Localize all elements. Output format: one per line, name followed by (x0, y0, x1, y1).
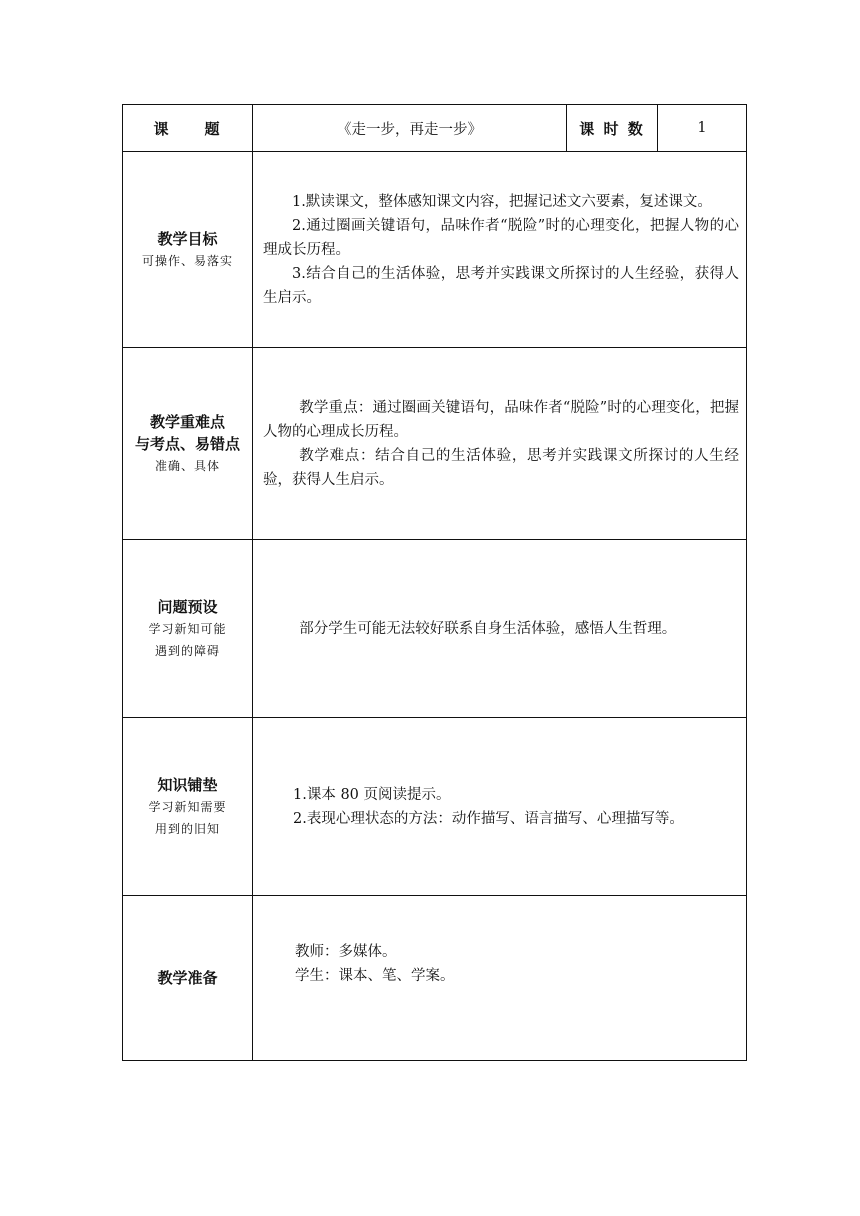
preparation-row (123, 896, 747, 1061)
knowledge-item: 1.课本 80 页阅读提示。 (293, 786, 451, 803)
knowledge-item: 2.表现心理状态的方法：动作描写、语言描写、心理描写等。 (293, 810, 684, 827)
lesson-plan-table (122, 104, 747, 1061)
problems-sub-line1: 学习新知可能 (148, 621, 227, 636)
preparation-item: 教师：多媒体。 (295, 944, 397, 960)
knowledge-sub-line2: 用到的旧知 (154, 821, 220, 836)
objectives-sub: 可操作、易落实 (141, 253, 233, 268)
objectives-label-cell (123, 152, 253, 348)
key-points-label-line2: 与考点、易错点 (134, 434, 240, 453)
objective-item: 2.通过圈画关键语句，品味作者“脱险”时的心理变化，把握人物的心理成长历程。 (263, 217, 739, 258)
knowledge-label-cell (123, 718, 253, 896)
key-points-label-cell (123, 348, 253, 540)
preparation-content (253, 896, 747, 1061)
topic-label: 课 题 (123, 105, 253, 152)
key-points-row (123, 348, 747, 540)
key-point-item: 教学重点：通过圈画关键语句，品味作者“脱险”时的心理变化，把握人物的心理成长历程。 (263, 399, 739, 440)
problems-label-cell (123, 540, 253, 718)
objective-item: 1.默读课文，整体感知课文内容，把握记述文六要素，复述课文。 (292, 193, 712, 210)
problems-sub-line2: 遇到的障碍 (154, 643, 220, 658)
key-points-label-line1: 教学重难点 (149, 412, 225, 431)
knowledge-sub-line1: 学习新知需要 (148, 799, 227, 814)
objectives-label: 教学目标 (157, 229, 218, 248)
objective-item: 3.结合自己的生活体验，思考并实践课文所探讨的人生经验，获得人生启示。 (263, 265, 739, 306)
problems-text: 部分学生可能无法较好联系自身生活体验，感悟人生哲理。 (299, 620, 677, 637)
key-point-item: 教学难点：结合自己的生活体验，思考并实践课文所探讨的人生经验，获得人生启示。 (263, 447, 739, 488)
problems-label: 问题预设 (157, 597, 218, 616)
preparation-label-cell (123, 896, 253, 1061)
objectives-content (253, 152, 747, 348)
preparation-item: 学生：课本、笔、学案。 (295, 968, 455, 984)
knowledge-label: 知识铺垫 (157, 775, 218, 794)
knowledge-content (253, 718, 747, 896)
problems-content (253, 540, 747, 718)
knowledge-row (123, 718, 747, 896)
objectives-row (123, 152, 747, 348)
preparation-label: 教学准备 (157, 969, 218, 987)
periods-label: 课 时 数 (567, 105, 658, 152)
topic-value: 《走一步，再走一步》 (253, 105, 567, 152)
key-points-content (253, 348, 747, 540)
key-points-sub: 准确、具体 (154, 458, 220, 473)
problems-row (123, 540, 747, 718)
header-row (123, 105, 747, 152)
periods-value: 1 (658, 105, 747, 152)
